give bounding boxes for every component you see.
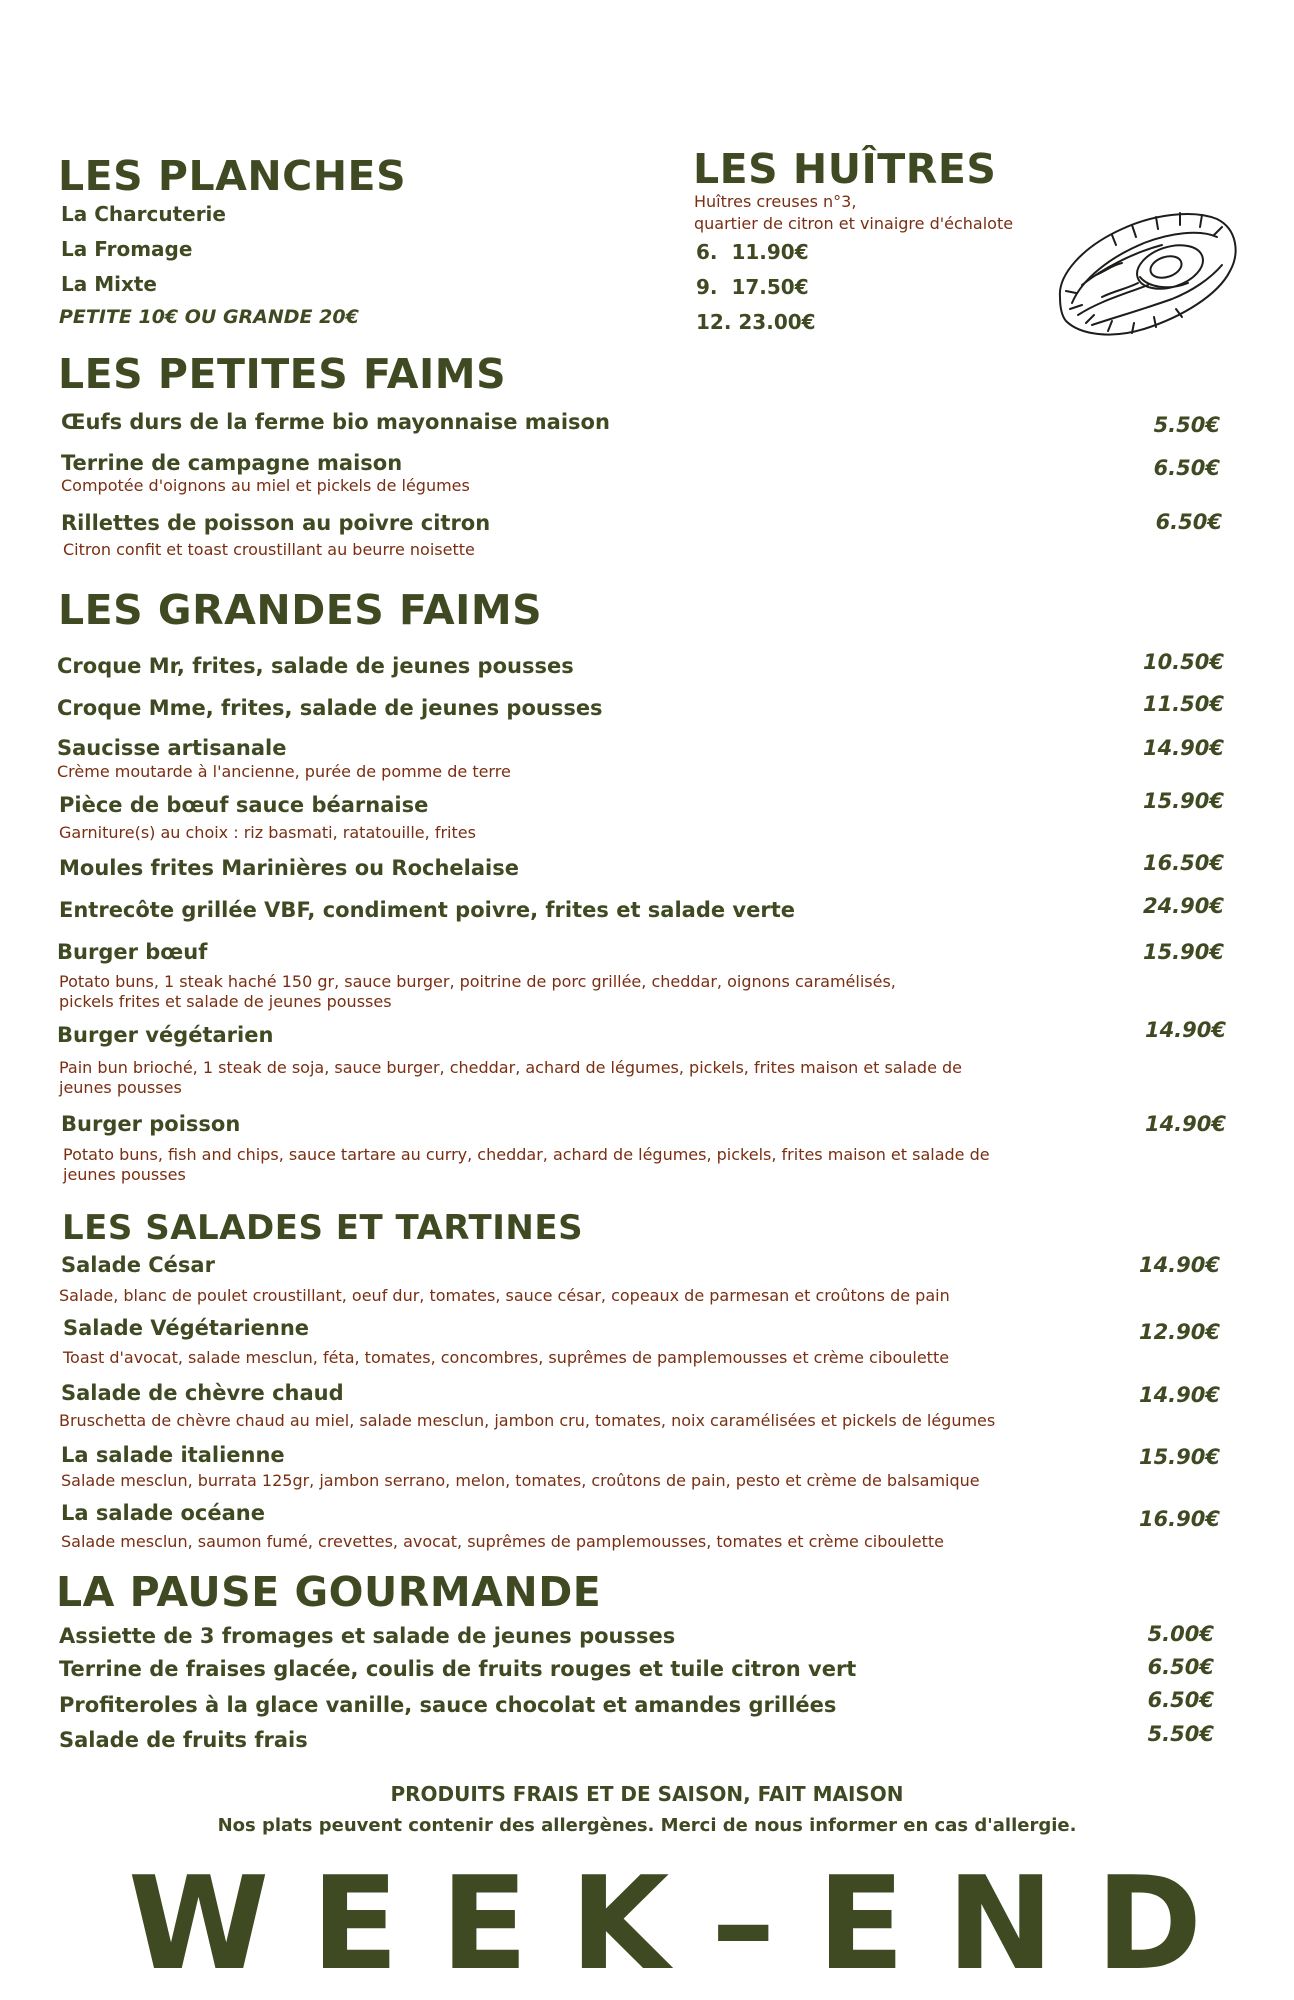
menu-item-name: Terrine de fraises glacée, coulis de fruits rouges et tuile citron vert bbox=[59, 1657, 857, 1681]
menu-item-name: Burger poisson bbox=[61, 1112, 241, 1136]
menu-item-name: Salade César bbox=[61, 1253, 215, 1277]
menu-item-price: 6.50€ bbox=[1147, 1688, 1214, 1712]
menu-item-price: 15.90€ bbox=[1142, 940, 1224, 964]
menu-item-desc: Garniture(s) au choix : riz basmati, ratatouille, frites bbox=[59, 823, 476, 842]
menu-item-price: 5.50€ bbox=[1147, 1722, 1214, 1746]
menu-item-name: Salade Végétarienne bbox=[63, 1316, 310, 1340]
menu-item-price: 11.50€ bbox=[1142, 692, 1224, 716]
menu-item-price: 5.50€ bbox=[1153, 413, 1220, 437]
menu-item-name: Assiette de 3 fromages et salade de jeunes pousses bbox=[59, 1624, 676, 1648]
menu-item-desc: Crème moutarde à l'ancienne, purée de pomme de terre bbox=[57, 762, 511, 781]
planche-item: La Charcuterie bbox=[61, 202, 226, 226]
menu-item-price: 6.50€ bbox=[1153, 456, 1220, 480]
menu-item-price: 16.50€ bbox=[1142, 851, 1224, 875]
menu-item-price: 15.90€ bbox=[1142, 789, 1224, 813]
menu-item-price: 6.50€ bbox=[1155, 510, 1222, 534]
menu-item-price: 15.90€ bbox=[1138, 1445, 1220, 1469]
planches-title: LES PLANCHES bbox=[58, 152, 407, 200]
petites-title: LES PETITES FAIMS bbox=[58, 350, 507, 398]
menu-item-name: La salade océane bbox=[61, 1501, 265, 1525]
huitres-title: LES HUÎTRES bbox=[693, 145, 997, 193]
menu-item-name: Terrine de campagne maison bbox=[61, 451, 403, 475]
huitres-desc: Huîtres creuses n°3, bbox=[694, 192, 857, 211]
salades-title: LES SALADES ET TARTINES bbox=[62, 1208, 584, 1248]
menu-item-name: Salade de chèvre chaud bbox=[61, 1381, 344, 1405]
huitres-price: 6. 11.90€ bbox=[696, 240, 809, 264]
menu-item-name: Croque Mr, frites, salade de jeunes pousses bbox=[57, 654, 574, 678]
menu-item-desc: Salade mesclun, burrata 125gr, jambon serrano, melon, tomates, croûtons de pain, pesto et crème de balsamique bbox=[61, 1471, 980, 1490]
menu-item-price: 5.00€ bbox=[1147, 1622, 1214, 1646]
menu-item-name: Rillettes de poisson au poivre citron bbox=[61, 511, 491, 535]
menu-item-price: 10.50€ bbox=[1142, 650, 1224, 674]
menu-item-name: Pièce de bœuf sauce béarnaise bbox=[59, 793, 429, 817]
menu-item-name: Burger végétarien bbox=[57, 1023, 274, 1047]
menu-item-name: Entrecôte grillée VBF, condiment poivre, frites et salade verte bbox=[59, 898, 795, 922]
menu-item-name: Croque Mme, frites, salade de jeunes pousses bbox=[57, 696, 603, 720]
menu-item-name: Moules frites Marinières ou Rochelaise bbox=[59, 856, 519, 880]
planches-price-note: PETITE 10€ OU GRANDE 20€ bbox=[59, 306, 359, 328]
menu-item-price: 16.90€ bbox=[1138, 1507, 1220, 1531]
huitres-price: 12. 23.00€ bbox=[696, 310, 816, 334]
menu-item-price: 14.90€ bbox=[1144, 1018, 1226, 1042]
menu-item-desc: Potato buns, 1 steak haché 150 gr, sauce burger, poitrine de porc grillée, cheddar, oignons caramélisés, pickels frites et salade de jeunes pousses bbox=[59, 972, 896, 1011]
menu-item-desc: Potato buns, fish and chips, sauce tartare au curry, cheddar, achard de légumes, pickels, frites maison et salade de jeunes pousses bbox=[63, 1145, 990, 1184]
menu-item-desc: Salade mesclun, saumon fumé, crevettes, avocat, suprêmes de pamplemousses, tomates et crème ciboulette bbox=[61, 1532, 944, 1551]
menu-item-name: Saucisse artisanale bbox=[57, 736, 287, 760]
menu-item-name: La salade italienne bbox=[61, 1443, 285, 1467]
footer-allergen-note: Nos plats peuvent contenir des allergènes. Merci de nous informer en cas d'allergie. bbox=[217, 1815, 1077, 1836]
oyster-icon bbox=[1052, 205, 1242, 345]
planche-item: La Fromage bbox=[61, 237, 193, 261]
menu-item-desc: Compotée d'oignons au miel et pickels de légumes bbox=[61, 476, 470, 495]
menu-item-desc: Citron confit et toast croustillant au beurre noisette bbox=[63, 540, 475, 559]
footer-fresh-note: PRODUITS FRAIS ET DE SAISON, FAIT MAISON bbox=[390, 1782, 904, 1806]
menu-item-name: Œufs durs de la ferme bio mayonnaise maison bbox=[61, 410, 610, 434]
pause-title: LA PAUSE GOURMANDE bbox=[56, 1568, 602, 1616]
menu-item-price: 24.90€ bbox=[1142, 894, 1224, 918]
menu-item-price: 14.90€ bbox=[1142, 736, 1224, 760]
menu-item-desc: Salade, blanc de poulet croustillant, oeuf dur, tomates, sauce césar, copeaux de parmesan et croûtons de pain bbox=[59, 1286, 950, 1305]
menu-item-price: 14.90€ bbox=[1138, 1383, 1220, 1407]
menu-item-price: 14.90€ bbox=[1138, 1253, 1220, 1277]
menu-item-desc: Toast d'avocat, salade mesclun, féta, tomates, concombres, suprêmes de pamplemousses et crème ciboulette bbox=[63, 1348, 950, 1367]
week-end-banner: WEEK–END bbox=[128, 1850, 1245, 1999]
grandes-title: LES GRANDES FAIMS bbox=[58, 586, 543, 634]
planche-item: La Mixte bbox=[61, 272, 157, 296]
menu-item-price: 12.90€ bbox=[1138, 1320, 1220, 1344]
menu-item-name: Burger bœuf bbox=[57, 940, 208, 964]
menu-item-price: 6.50€ bbox=[1147, 1655, 1214, 1679]
menu-item-desc: Bruschetta de chèvre chaud au miel, salade mesclun, jambon cru, tomates, noix caramélisées et pickels de légumes bbox=[59, 1411, 996, 1430]
menu-item-desc: Pain bun brioché, 1 steak de soja, sauce burger, cheddar, achard de légumes, pickels, frites maison et salade de jeunes pousses bbox=[59, 1058, 963, 1097]
menu-item-name: Profiteroles à la glace vanille, sauce chocolat et amandes grillées bbox=[59, 1693, 837, 1717]
menu-item-name: Salade de fruits frais bbox=[59, 1728, 308, 1752]
huitres-desc: quartier de citron et vinaigre d'échalote bbox=[694, 214, 1014, 233]
huitres-price: 9. 17.50€ bbox=[696, 275, 809, 299]
menu-item-price: 14.90€ bbox=[1144, 1112, 1226, 1136]
